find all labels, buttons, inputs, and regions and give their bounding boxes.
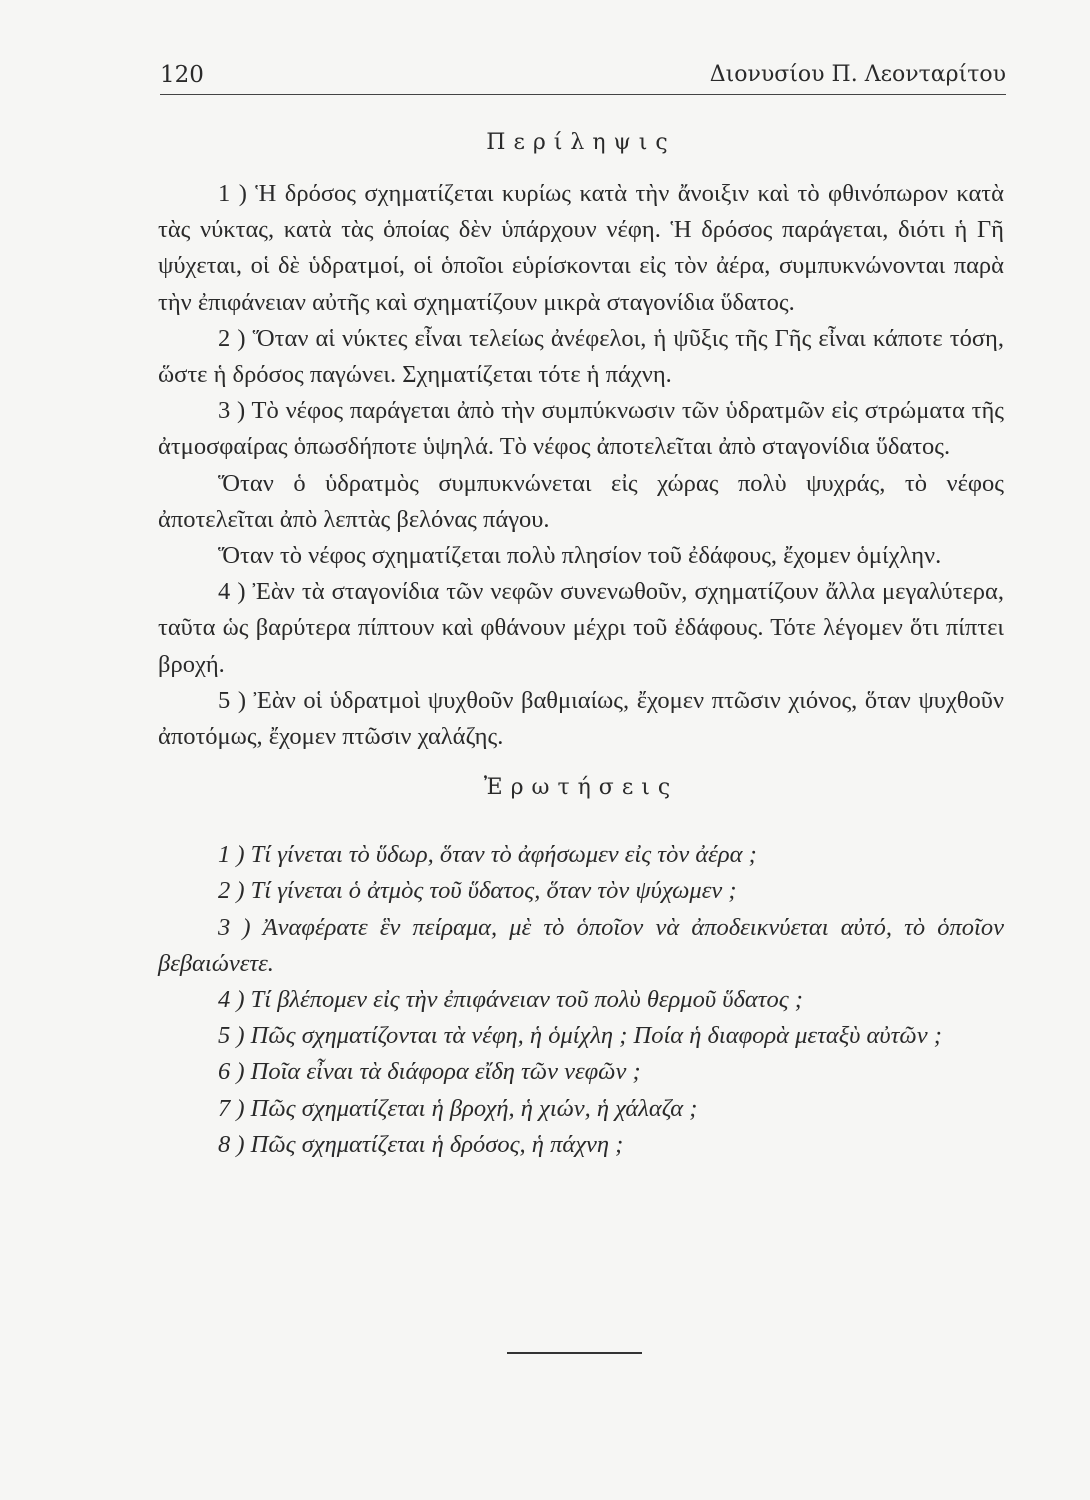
question-item: 6 ) Ποῖα εἶναι τὰ διάφορα εἴδη τῶν νεφῶν ; — [218, 1058, 641, 1086]
summary-paragraph: 5 ) Ἐὰν οἱ ὑδρατμοὶ ψυχθοῦν βαθμιαίως, ἔχομεν πτῶσιν χιόνος, ὅταν ψυχθοῦν ἀποτόμως, ἔχομεν πτῶσιν χαλάζης. — [158, 686, 1004, 751]
question-item: 1 ) Τί γίνεται τὸ ὕδωρ, ὅταν τὸ ἀφήσωμεν εἰς τὸν ἀέρα ; — [218, 841, 757, 869]
questions-heading: Ἐρωτήσεις — [483, 775, 679, 801]
summary-paragraph: 4 ) Ἐὰν τὰ σταγονίδια τῶν νεφῶν συνενωθοῦν, σχηματίζουν ἄλλα μεγαλύτερα, ταῦτα ὡς βαρύτερα πίπτουν καὶ φθάνουν μέχρι τοῦ ἐδάφους. Τότε λέγομεν ὅτι πίπτει βροχή. — [158, 578, 1004, 678]
summary-paragraph: 2 ) Ὅταν αἱ νύκτες εἶναι τελείως ἀνέφελοι, ἡ ψῦξις τῆς Γῆς εἶναι κάποτε τόση, ὥστε ἡ δρόσος παγώνει. Σχηματίζεται τότε ἡ πάχνη. — [158, 324, 1004, 389]
question-item: 4 ) Τί βλέπομεν εἰς τὴν ἐπιφάνειαν τοῦ πολὺ θερμοῦ ὕδατος ; — [218, 986, 803, 1014]
question-item: 2 ) Τί γίνεται ὁ ἀτμὸς τοῦ ὕδατος, ὅταν τὸν ψύχωμεν ; — [218, 877, 737, 905]
question-item: 7 ) Πῶς σχηματίζεται ἡ βροχή, ἡ χιών, ἡ χάλαζα ; — [218, 1094, 698, 1122]
running-head: Διονυσίου Π. Λεονταρίτου — [709, 62, 1006, 87]
page-number: 120 — [160, 62, 204, 88]
summary-paragraph: Ὅταν τὸ νέφος σχηματίζεται πολὺ πλησίον τοῦ ἐδάφους, ἔχομεν ὁμίχλην. — [218, 542, 942, 570]
summary-paragraph: 3 ) Τὸ νέφος παράγεται ἀπὸ τὴν συμπύκνωσιν τῶν ὑδρατμῶν εἰς στρώματα τῆς ἀτμοσφαίρας ὁπωσδήποτε ὑψηλά. Τὸ νέφος ἀποτελεῖται ἀπὸ σταγονίδια ὕδατος. — [158, 397, 1004, 461]
header-rule — [160, 94, 1006, 95]
page-header — [160, 56, 1006, 96]
question-item: 8 ) Πῶς σχηματίζεται ἡ δρόσος, ἡ πάχνη ; — [218, 1130, 624, 1158]
page-body — [158, 128, 1004, 1163]
summary-heading: Περίληψις — [486, 130, 676, 155]
summary-paragraph: 1 ) Ἡ δρόσος σχηματίζεται κυρίως κατὰ τὴν ἄνοιξιν καὶ τὸ φθινόπωρον κατὰ τὰς νύκτας, κατὰ τὰς ὁποίας δὲν ὑπάρχουν νέφη. Ἡ δρόσος παράγεται, διότι ἡ Γῆ ψύχεται, οἱ δὲ ὑδρατμοί, οἱ ὁποῖοι εὑρίσκονται εἰς τὸν ἀέρα, συμπυκνώνονται παρὰ τὴν ἐπιφάνειαν αὐτῆς καὶ σχηματίζουν μικρὰ σταγονίδια ὕδατος. — [158, 180, 1004, 316]
question-item: 3 ) Ἀναφέρατε ἓν πείραμα, μὲ τὸ ὁποῖον νὰ ἀποδεικνύεται αὐτό, τὸ ὁποῖον βεβαιώνετε. — [158, 913, 1004, 977]
summary-paragraph: Ὅταν ὁ ὑδρατμὸς συμπυκνώνεται εἰς χώρας πολὺ ψυχράς, τὸ νέφος ἀποτελεῖται ἀπὸ λεπτὰς βελόνας πάγου. — [158, 469, 1004, 533]
end-rule — [507, 1352, 642, 1354]
question-item: 5 ) Πῶς σχηματίζονται τὰ νέφη, ἡ ὁμίχλη ; Ποία ἡ διαφορὰ μεταξὺ αὐτῶν ; — [218, 1022, 942, 1050]
